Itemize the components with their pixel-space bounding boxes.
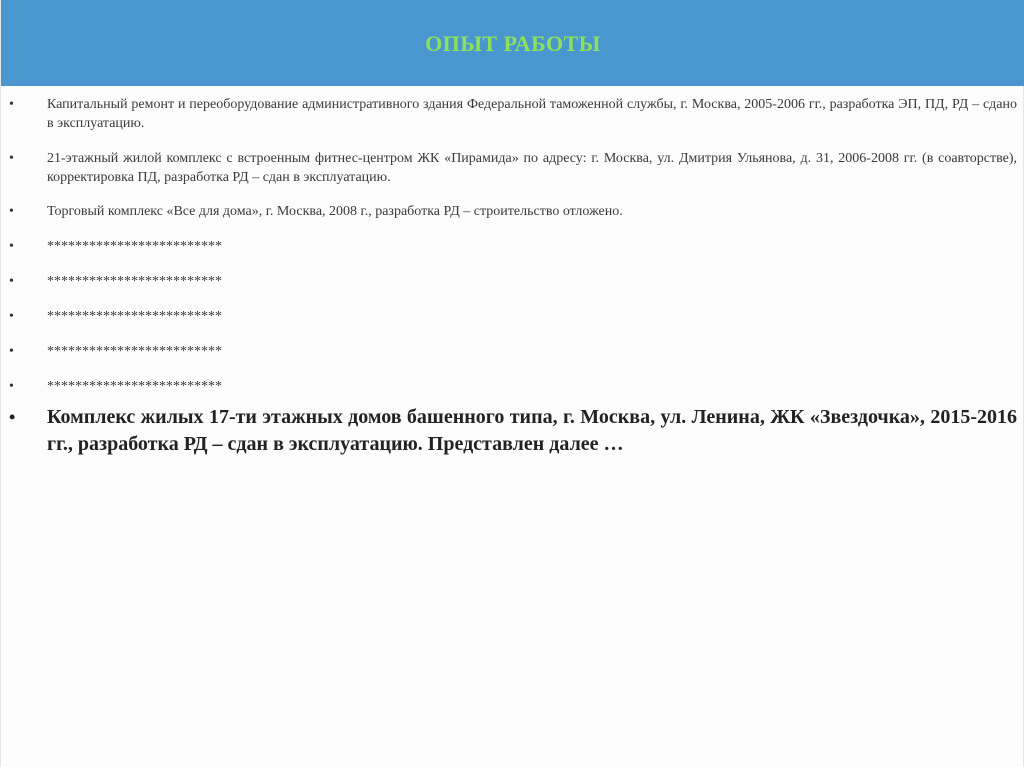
list-item — [1, 237, 1024, 256]
list-item-text: ************************* — [47, 239, 222, 254]
bullet-icon: • — [9, 379, 14, 394]
list-item-text: ************************* — [47, 309, 222, 324]
list-item — [1, 272, 1024, 291]
bullet-icon: • — [9, 151, 14, 166]
list-item — [1, 377, 1024, 396]
list-item-text: ************************* — [47, 274, 222, 289]
list-item-text: Торговый комплекс «Все для дома», г. Москва, 2008 г., разработка РД – строительство отложено. — [47, 204, 623, 219]
list-item-text: 21-этажный жилой комплекс с встроенным фитнес-центром ЖК «Пирамида» по адресу: г. Москва, ул. Дмитрия Ульянова, д. 31, 2006-2008 гг. (в соавторстве), корректировка ПД, разработка РД – сдан в эксплуатацию. — [47, 151, 1017, 185]
slide-header — [1, 0, 1024, 86]
bullet-icon: • — [9, 204, 14, 219]
highlight-item-text: Комплекс жилых 17-ти этажных домов башенного типа, г. Москва, ул. Ленина, ЖК «Звездочка», 2015-2016 гг., разработка РД – сдан в эксплуатацию. Представлен далее … — [47, 406, 1017, 455]
bullet-icon: • — [9, 274, 14, 289]
list-item — [1, 342, 1024, 361]
list-item — [1, 307, 1024, 326]
list-item — [1, 149, 1024, 187]
list-item-text: Капитальный ремонт и переоборудование административного здания Федеральной таможенной службы, г. Москва, 2005-2006 гг., разработка ЭП, ПД, РД – сдано в эксплуатацию. — [47, 97, 1017, 131]
bullet-icon: • — [9, 97, 14, 112]
list-item-text: ************************* — [47, 344, 222, 359]
list-item — [1, 95, 1024, 133]
bullet-icon: • — [9, 407, 16, 427]
bullet-icon: • — [9, 309, 14, 324]
list-item — [1, 202, 1024, 221]
list-item-text: ************************* — [47, 379, 222, 394]
experience-list — [1, 95, 1024, 458]
bullet-icon: • — [9, 239, 14, 254]
bullet-icon: • — [9, 344, 14, 359]
slide-title: ОПЫТ РАБОТЫ — [425, 31, 601, 56]
highlight-list-item — [1, 404, 1024, 458]
